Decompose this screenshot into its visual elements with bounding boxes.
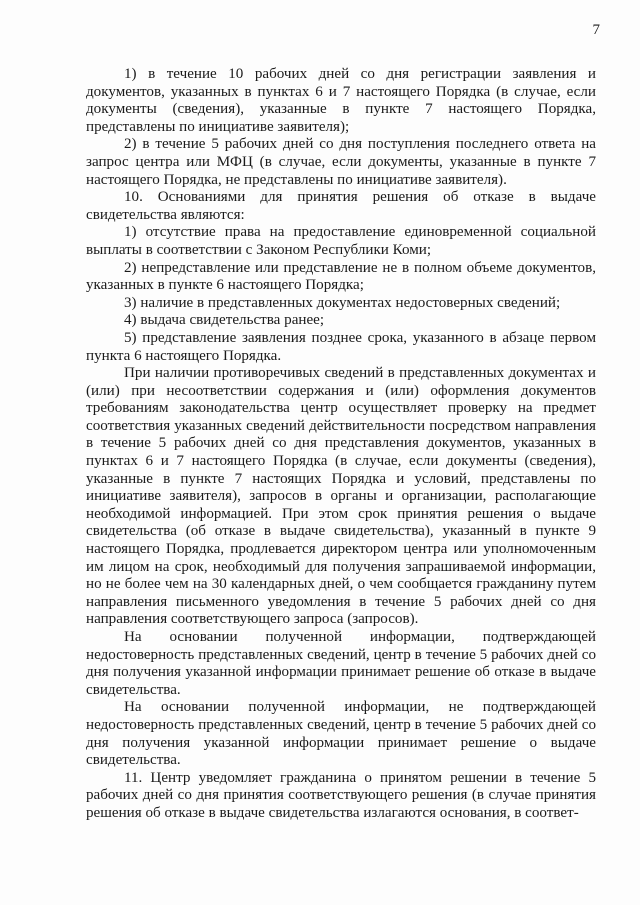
document-body — [86, 66, 596, 823]
paragraph: 10. Основаниями для принятия решения об отказе в выдаче свидетельства являются: — [86, 189, 596, 223]
paragraph: На основании полученной информации, подтверждающей недостоверность представленных сведений, центр в течение 5 рабочих дней со дня получения указанной информации принимает решение об отказе в выдаче свидетельства. — [86, 629, 596, 698]
paragraph: 4) выдача свидетельства ранее; — [124, 312, 325, 329]
page-number: 7 — [592, 22, 600, 38]
paragraph: 2) в течение 5 рабочих дней со дня поступления последнего ответа на запрос центра или МФЦ (в случае, если документы, указанные в пункте 7 настоящего Порядка, не представлены по инициативе заявителя). — [86, 136, 596, 188]
paragraph: 3) наличие в представленных документах недостоверных сведений; — [124, 294, 561, 311]
paragraph: 1) в течение 10 рабочих дней со дня регистрации заявления и документов, указанных в пунктах 6 и 7 настоящего Порядка (в случае, если документы (сведения), указанные в пункте 7 настоящего Порядка, представлены по инициативе заявителя); — [86, 66, 596, 135]
paragraph: На основании полученной информации, не подтверждающей недостоверность представленных сведений, центр в течение 5 рабочих дней со дня получения указанной информации принимает решение о выдаче свидетельства. — [86, 699, 596, 769]
paragraph: 5) представление заявления позднее срока, указанного в абзаце первом пункта 6 настоящего Порядка. — [86, 329, 596, 364]
paragraph: 2) непредставление или представление не в полном объеме документов, указанных в пункте 6 настоящего Порядка; — [86, 259, 596, 294]
paragraph: 11. Центр уведомляет гражданина о принятом решении в течение 5 рабочих дней со дня принятия соответствующего решения (в случае принятия решения об отказе в выдаче свидетельства излагаются основания, в соответ- — [86, 769, 596, 821]
paragraph: При наличии противоречивых сведений в представленных документах и (или) при несоответствии содержания и (или) оформления документов требованиям законодательства центр осуществляет проверку на предмет соответствия указанных сведений действительности посредством направления в течение 5 рабочих дней со дня представления документов, указанных в пунктах 6 и 7 настоящего Порядка (в случае, если документы (сведения), указанные в пункте 7 настоящих Порядка и условий, представлены по инициативе заявителя), запросов в органы и организации, располагающие необходимой информацией. При этом срок принятия решения о выдаче свидетельства (об отказе в выдаче свидетельства), указанный в пункте 9 настоящего Порядка, продлевается директором центра или уполномоченным им лицом на срок, необходимый для получения запрашиваемой информации, но не более чем на 30 календарных дней, о чем сообщается гражданину путем направления письменного уведомления в течение 5 рабочих дней со дня направления соответствующего запроса (запросов). — [86, 365, 596, 628]
paragraph: 1) отсутствие права на предоставление единовременной социальной выплаты в соответствии с Законом Республики Коми; — [86, 224, 596, 258]
